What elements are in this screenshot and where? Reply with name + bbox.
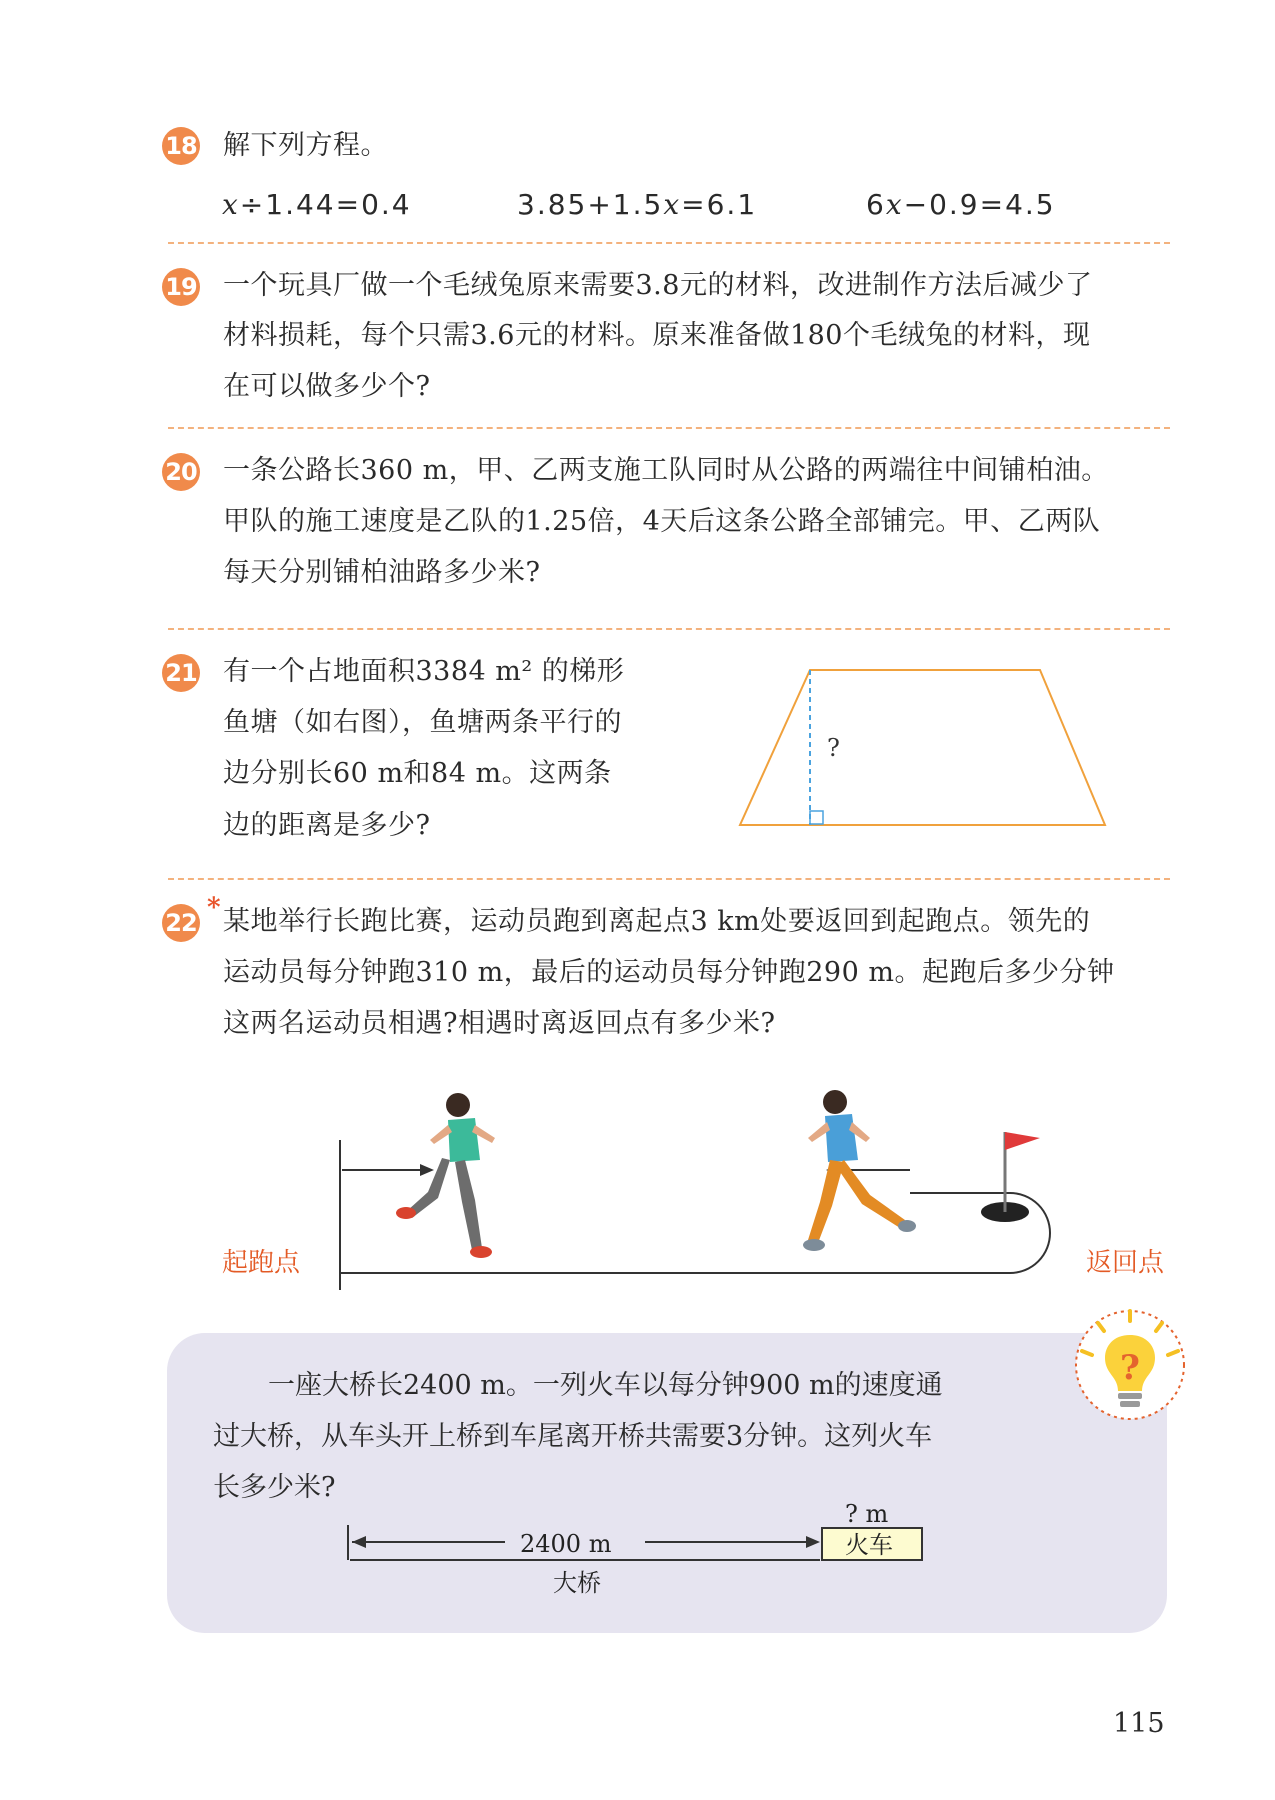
problem-number-21: 21 bbox=[162, 654, 200, 692]
train-label: 火车 bbox=[845, 1531, 893, 1559]
equation-1: x÷1.44=0.4 bbox=[222, 188, 412, 221]
problem-19-line-3: 在可以做多少个? bbox=[223, 371, 431, 402]
bridge-length-label: 2400 m bbox=[520, 1530, 612, 1558]
problem-21-line-2: 鱼塘（如右图），鱼塘两条平行的 bbox=[223, 707, 622, 738]
problem-20-line-1: 一条公路长360 m，甲、乙两支施工队同时从公路的两端往中间铺柏油。 bbox=[223, 455, 1109, 486]
problem-19-line-1: 一个玩具厂做一个毛绒兔原来需要3.8元的材料，改进制作方法后减少了 bbox=[223, 270, 1093, 301]
page-number: 115 bbox=[1113, 1708, 1165, 1739]
trapezoid-height-label: ? bbox=[827, 734, 840, 762]
challenge-star: * bbox=[207, 893, 221, 923]
train-length-label: ? m bbox=[845, 1500, 889, 1528]
bridge-label: 大桥 bbox=[553, 1569, 601, 1597]
divider bbox=[168, 242, 1170, 244]
problem-20-line-3: 每天分别铺柏油路多少米? bbox=[223, 557, 541, 588]
problem-22-line-1: 某地举行长跑比赛，运动员跑到离起点3 km处要返回到起跑点。领先的 bbox=[223, 906, 1091, 937]
equation-3: 6x−0.9=4.5 bbox=[866, 188, 1056, 221]
bridge-train-diagram bbox=[340, 1500, 940, 1600]
challenge-line-3: 长多少米? bbox=[213, 1472, 336, 1503]
divider bbox=[168, 628, 1170, 630]
challenge-line-2: 过大桥，从车头开上桥到车尾离开桥共需要3分钟。这列火车 bbox=[213, 1421, 933, 1452]
problem-number-20: 20 bbox=[162, 453, 200, 491]
runner-girl bbox=[396, 1093, 495, 1258]
flag-icon bbox=[981, 1132, 1040, 1222]
trapezoid-figure bbox=[730, 660, 1110, 835]
divider bbox=[168, 427, 1170, 429]
problem-number-18: 18 bbox=[162, 127, 200, 165]
problem-21-line-1: 有一个占地面积3384 m² 的梯形 bbox=[223, 656, 625, 687]
problem-19-line-2: 材料损耗，每个只需3.6元的材料。原来准备做180个毛绒兔的材料，现 bbox=[223, 320, 1091, 351]
problem-18-text: 解下列方程。 bbox=[223, 130, 388, 161]
problem-20-line-2: 甲队的施工速度是乙队的1.25倍，4天后这条公路全部铺完。甲、乙两队 bbox=[223, 506, 1101, 537]
lightbulb-icon bbox=[1068, 1305, 1192, 1425]
problem-21-line-3: 边分别长60 m和84 m。这两条 bbox=[223, 758, 612, 789]
problem-22-line-3: 这两名运动员相遇?相遇时离返回点有多少米? bbox=[223, 1008, 776, 1039]
equation-2: 3.85+1.5x=6.1 bbox=[517, 188, 758, 221]
problem-22-line-2: 运动员每分钟跑310 m，最后的运动员每分钟跑290 m。起跑后多少分钟 bbox=[223, 957, 1115, 988]
svg-text:?: ? bbox=[1120, 1348, 1140, 1388]
problem-number-22: 22 bbox=[162, 904, 200, 942]
divider bbox=[168, 878, 1170, 880]
start-point-label: 起跑点 bbox=[222, 1248, 301, 1278]
problem-number-19: 19 bbox=[162, 268, 200, 306]
problem-21-line-4: 边的距离是多少? bbox=[223, 810, 431, 841]
challenge-line-1: 一座大桥长2400 m。一列火车以每分钟900 m的速度通 bbox=[268, 1370, 943, 1401]
return-point-label: 返回点 bbox=[1086, 1248, 1165, 1278]
race-illustration bbox=[330, 1080, 1070, 1300]
